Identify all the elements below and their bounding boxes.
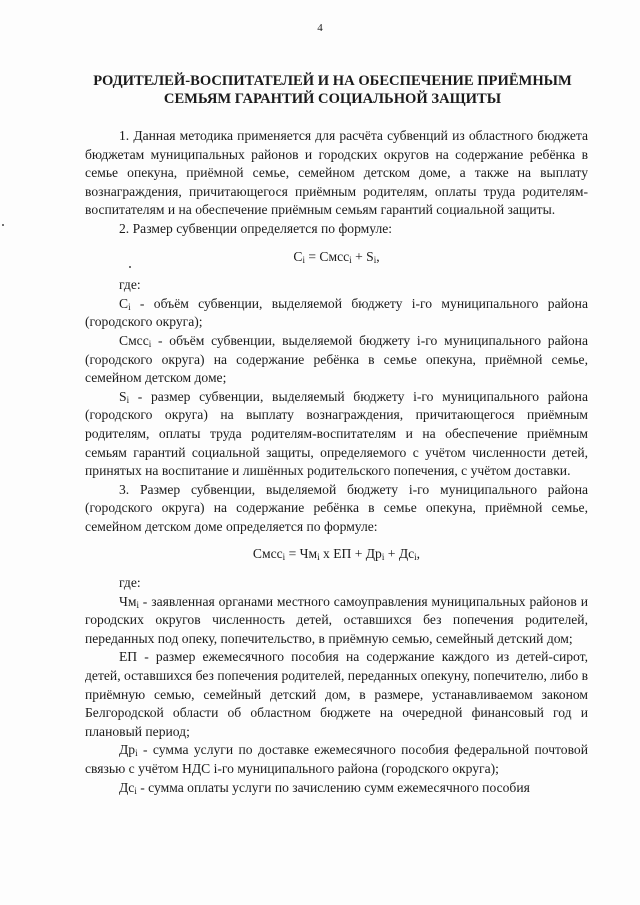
where-label-1: где: [119, 277, 141, 293]
title-line-2: СЕМЬЯМ ГАРАНТИЙ СОЦИАЛЬНОЙ ЗАЩИТЫ [163, 91, 502, 107]
document-body [85, 127, 588, 797]
definition-ep: ЕП - размер ежемесячного пособия на содержание каждого из детей-сирот, детей, оставшихся без попечения родителей, переданных опекуну, попечителю, либо в приёмную семью, семейный детский дом, в размере, устанавливаемом законом Белгородской области об областном бюджете на очередной финансовый год и плановый период; [85, 649, 588, 739]
definition-chm: $Чм_i$ - заявленная органами местного самоуправления муниципальных районов и городских округов численность детей, оставшихся без попечения родителей, переданных под опеку, попечительство, в приёмную семью, семейный детский дом; [85, 593, 588, 646]
definition-dr: $Др_i$ - сумма услуги по доставке ежемесячного пособия федеральной почтовой связью с учётом НДС i-го муниципального района (городского округа); [85, 742, 588, 776]
scan-dot-mark [2, 224, 4, 226]
title-line-1: РОДИТЕЛЕЙ-ВОСПИТАТЕЛЕЙ И НА ОБЕСПЕЧЕНИЕ ПРИЁМНЫМ [93, 73, 572, 89]
section-title [70, 72, 595, 108]
paragraph-3: 3. Размер субвенции, выделяемой бюджету i-го муниципального района (городского округа) на содержание ребёнка в семье опекуна, приёмной семье, семейном детском доме определяется по формуле: [85, 481, 588, 534]
formula-subvention: $C_i$ = Смсс$_i$ + $S_i$, [293, 248, 380, 265]
definition-ds: $Дс_i$ - сумма оплаты услуги по зачислению сумм ежемесячного пособия [119, 779, 530, 796]
definition-smss: Смсс$_i$ - объём субвенции, выделяемой бюджету i-го муниципального района (городского округа) на содержание ребёнка в семье опекуна, приёмной семье, семейном детском доме; [85, 332, 588, 386]
where-label-2: где: [119, 575, 141, 591]
paragraph-2: 2. Размер субвенции определяется по формуле: [119, 220, 393, 236]
scan-dot-mark [129, 266, 131, 268]
definition-c: $C_i$ - объём субвенции, выделяемой бюджету i-го муниципального района (городского округа); [85, 295, 588, 330]
definition-s: $S_i$ - размер субвенции, выделяемый бюджету i-го муниципального района (городского округа) на выплату вознаграждения, причитающегося приёмным родителям, оплаты труда родителям-воспитателям и на обеспечение приёмным семьям гарантий социальной защиты, определяемого с учётом численности детей, принятых на воспитание и лишённых родительского попечения, с учётом доставки. [85, 388, 588, 479]
paragraph-1: 1. Данная методика применяется для расчёта субвенций из областного бюджета бюджетам муниципальных районов и городских округов на содержание ребёнка в семье опекуна, приёмной семье, семейном детском доме, а также на выплату вознаграждения, причитающегося приёмным родителям, оплаты труда родителям-воспитателям и на обеспечение приёмным семьям гарантий социальной защиты. [85, 128, 588, 218]
formula-smss: Смсс$_i$ = $Чм_i$ х ЕП + $Др_i + Дс_i$, [252, 546, 421, 563]
page-number: 4 [317, 22, 323, 34]
